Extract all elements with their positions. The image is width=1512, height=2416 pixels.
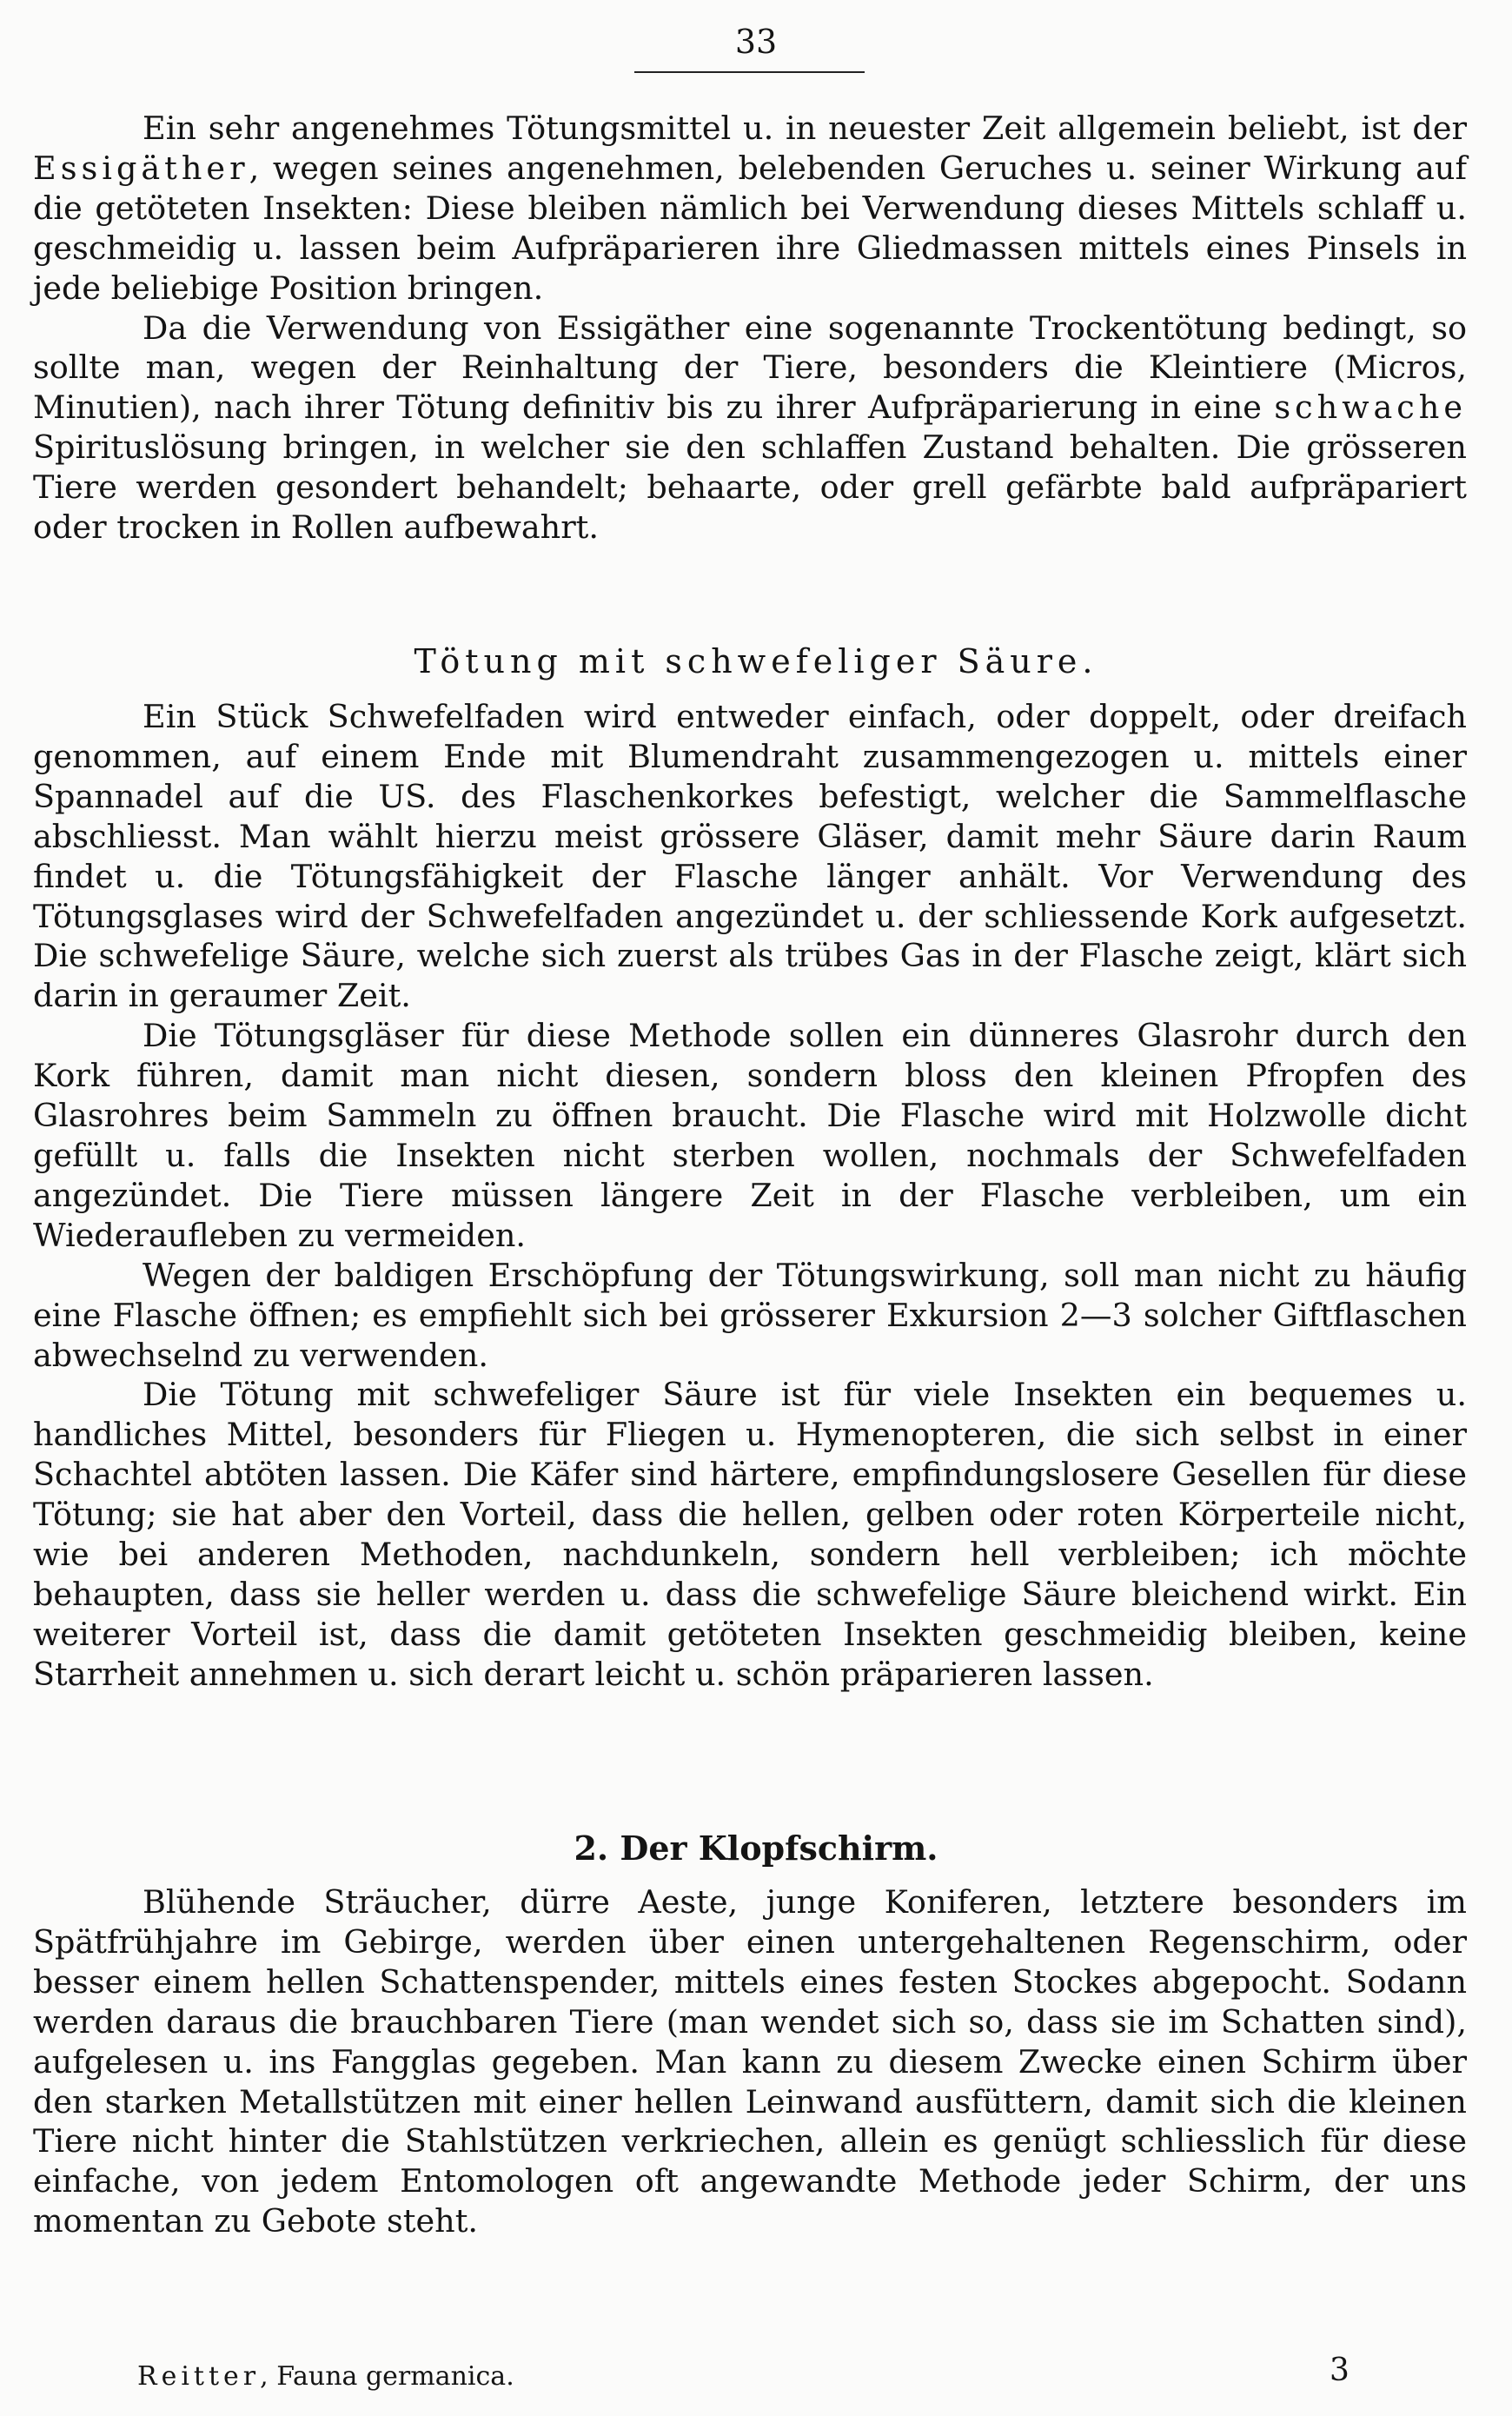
section-schwefelige-saeure (33, 697, 1467, 1695)
paragraph-klopfschirm: Blühende Sträucher, dürre Aeste, junge Koniferen, letztere besonders im Spätfrühjahre im Gebirge, werden über einen untergehaltenen Regenschirm, oder besser einem hellen Schattenspender, mittels eines festen Stockes abgepocht. Sodann werden daraus die brauchbaren Tiere (man wendet sich so, dass sie im Schatten sind), aufgelesen u. ins Fangglas gegeben. Man kann zu diesem Zwecke einen Schirm über den starken Metallstützen mit einer hellen Leinwand ausfüttern, damit sich die kleinen Tiere nicht hinter die Stahlstützen verkriechen, allein es genügt schliesslich für diese einfache, von jedem Entomologen oft angewandte Methode jeder Schirm, der uns momentan zu Gebote steht. (33, 1883, 1467, 2240)
section-heading-schwefelige-saeure: Tötung mit schwefeliger Säure. (414, 642, 1098, 680)
paragraph-text: Ein sehr angenehmes Tötungsmittel u. in neuester Zeit allgemein beliebt, ist der (143, 110, 1467, 147)
page-number-rule (634, 71, 865, 73)
paragraph-text: , wegen seines angenehmen, belebenden Geruches u. seiner Wirkung auf die getöteten Insekten: Diese bleiben nämlich bei Verwendung dieses Mittels schlaff u. geschmeidig u. lassen beim Aufpräparieren ihre Gliedmassen mittels eines Pinsels in jede beliebige Position bringen. (33, 149, 1467, 307)
paragraph-text: Spirituslösung bringen, in welcher sie den schlaffen Zustand behalten. Die grösseren Tiere werden gesondert behandelt; behaarte, oder grell gefärbte bald aufpräpariert oder trocken in Rollen aufbewahrt. (33, 428, 1467, 547)
footer-signature-mark: 3 (1330, 2353, 1350, 2388)
spaced-emphasis: Essigäther (33, 149, 249, 187)
paragraph-text: Da die Verwendung von Essigäther eine sogenannte Trockentötung bedingt, so sollte man, wegen der Reinhaltung der Tiere, besonders die Kleintiere (Micros, Minutien), nach ihrer Tötung definitiv bis zu ihrer Aufpräparierung in eine (33, 309, 1467, 427)
spaced-emphasis: schwache (1274, 388, 1467, 427)
footer-signature-line (137, 2361, 514, 2393)
section-heading-klopfschirm: 2. Der Klopfschirm. (574, 1829, 938, 1868)
page-number: 33 (734, 23, 778, 61)
paragraph-schwefel-3: Wegen der baldigen Erschöpfung der Tötungswirkung, soll man nicht zu häufig eine Flasche öffnen; es empfiehlt sich bei grösserer Exkursion 2—3 solcher Giftflaschen abwechselnd zu verwenden. (33, 1256, 1467, 1374)
footer-title: , Fauna germanica. (260, 2361, 514, 2392)
footer-author: Reitter (137, 2361, 261, 2392)
paragraph-schwefel-4: Die Tötung mit schwefeliger Säure ist für viele Insekten ein bequemes u. handliches Mittel, besonders für Fliegen u. Hymenopteren, die sich selbst in einer Schachtel abtöten lassen. Die Käfer sind härtere, empfindungslosere Gesellen für diese Tötung; sie hat aber den Vorteil, dass die hellen, gelben oder roten Körperteile nicht, wie bei anderen Methoden, nachdunkeln, sondern hell verbleiben; ich möchte behaupten, dass sie heller werden u. dass die schwefelige Säure bleichend wirkt. Ein weiterer Vorteil ist, dass die damit getöteten Insekten geschmeidig bleiben, keine Starrheit annehmen u. sich derart leicht u. schön präparieren lassen. (33, 1376, 1467, 1693)
paragraph-schwefel-2: Die Tötungsgläser für diese Methode sollen ein dünneres Glasrohr durch den Kork führen, damit man nicht diesen, sondern bloss den kleinen Pfropfen des Glasrohres beim Sammeln zu öffnen braucht. Die Flasche wird mit Holzwolle dicht gefüllt u. falls die Insekten nicht sterben wollen, nochmals der Schwefelfaden angezündet. Die Tiere müssen längere Zeit in der Flasche verbleiben, um ein Wiederaufleben zu vermeiden. (33, 1017, 1467, 1254)
paragraph-essigaether-1 (33, 109, 1467, 309)
paragraph-essigaether-2 (33, 309, 1467, 548)
section-essigaether (33, 109, 1467, 548)
paragraph-schwefel-1: Ein Stück Schwefelfaden wird entweder einfach, oder doppelt, oder dreifach genommen, auf einem Ende mit Blumendraht zusammengezogen u. mittels einer Spannadel auf die US. des Flaschenkorkes befestigt, welcher die Sammelflasche abschliesst. Man wählt hierzu meist grössere Gläser, damit mehr Säure darin Raum findet u. die Tötungsfähigkeit der Flasche länger anhält. Vor Verwendung des Tötungsglases wird der Schwefelfaden angezündet u. der schliessende Kork aufgesetzt. Die schwefelige Säure, welche sich zuerst als trübes Gas in der Flasche zeigt, klärt sich darin in geraumer Zeit. (33, 698, 1467, 1015)
section-klopfschirm (33, 1882, 1467, 2241)
